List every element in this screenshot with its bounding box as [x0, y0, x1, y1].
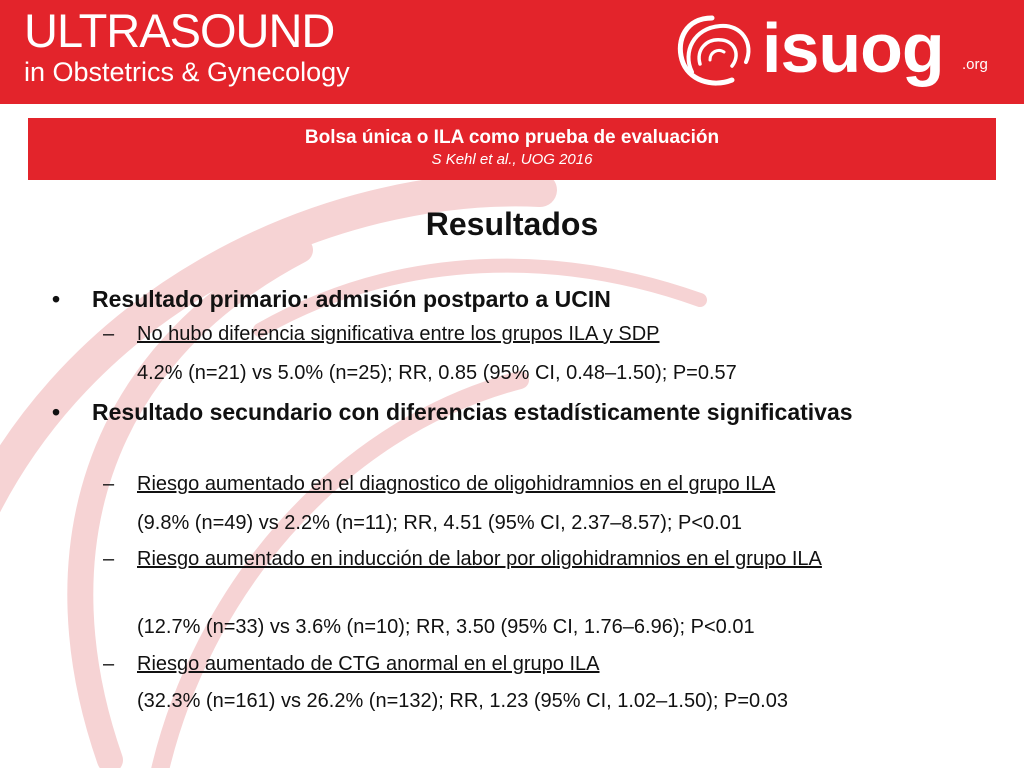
primary-outcome-stats: 4.2% (n=21) vs 5.0% (n=25); RR, 0.85 (95% CI, 0.48–1.50); P=0.57 — [137, 362, 737, 384]
journal-title: ULTRASOUND — [24, 4, 335, 57]
slide-title: Resultados — [425, 206, 599, 242]
article-banner — [28, 118, 996, 180]
bullet-icon: • — [52, 286, 61, 312]
secondary-finding-oligohydramnios: Riesgo aumentado en el diagnostico de oligohidramnios en el grupo ILA — [137, 473, 776, 495]
isuog-logo — [672, 6, 1002, 98]
secondary-stats-ctg: (32.3% (n=161) vs 26.2% (n=132); RR, 1.23 (95% CI, 1.02–1.50); P=0.03 — [137, 690, 788, 712]
secondary-stats-oligohydramnios: (9.8% (n=49) vs 2.2% (n=11); RR, 4.51 (95% CI, 2.37–8.57); P<0.01 — [137, 512, 742, 534]
article-title: Bolsa única o ILA como prueba de evaluación — [304, 127, 720, 148]
isuog-swirl-icon — [672, 12, 758, 90]
journal-header — [0, 0, 1024, 104]
dash-icon: – — [103, 548, 115, 570]
dash-icon: – — [103, 323, 115, 345]
primary-outcome-heading: Resultado primario: admisión postparto a UCIN — [92, 286, 611, 312]
primary-outcome-finding: No hubo diferencia significativa entre los grupos ILA y SDP — [137, 323, 660, 345]
isuog-logo-text: isuog — [762, 9, 944, 87]
dash-icon: – — [103, 473, 115, 495]
secondary-outcome-heading: Resultado secundario con diferencias estadísticamente significativas — [92, 399, 853, 425]
journal-subtitle: in Obstetrics & Gynecology — [24, 57, 350, 87]
secondary-finding-ctg: Riesgo aumentado de CTG anormal en el grupo ILA — [137, 653, 600, 675]
bullet-icon: • — [52, 399, 61, 425]
secondary-finding-induction: Riesgo aumentado en inducción de labor por oligohidramnios en el grupo ILA — [137, 548, 822, 570]
article-citation: S Kehl et al., UOG 2016 — [431, 151, 593, 168]
dash-icon: – — [103, 653, 115, 675]
secondary-stats-induction: (12.7% (n=33) vs 3.6% (n=10); RR, 3.50 (95% CI, 1.76–6.96); P<0.01 — [137, 616, 755, 638]
isuog-logo-suffix: .org — [962, 56, 988, 73]
